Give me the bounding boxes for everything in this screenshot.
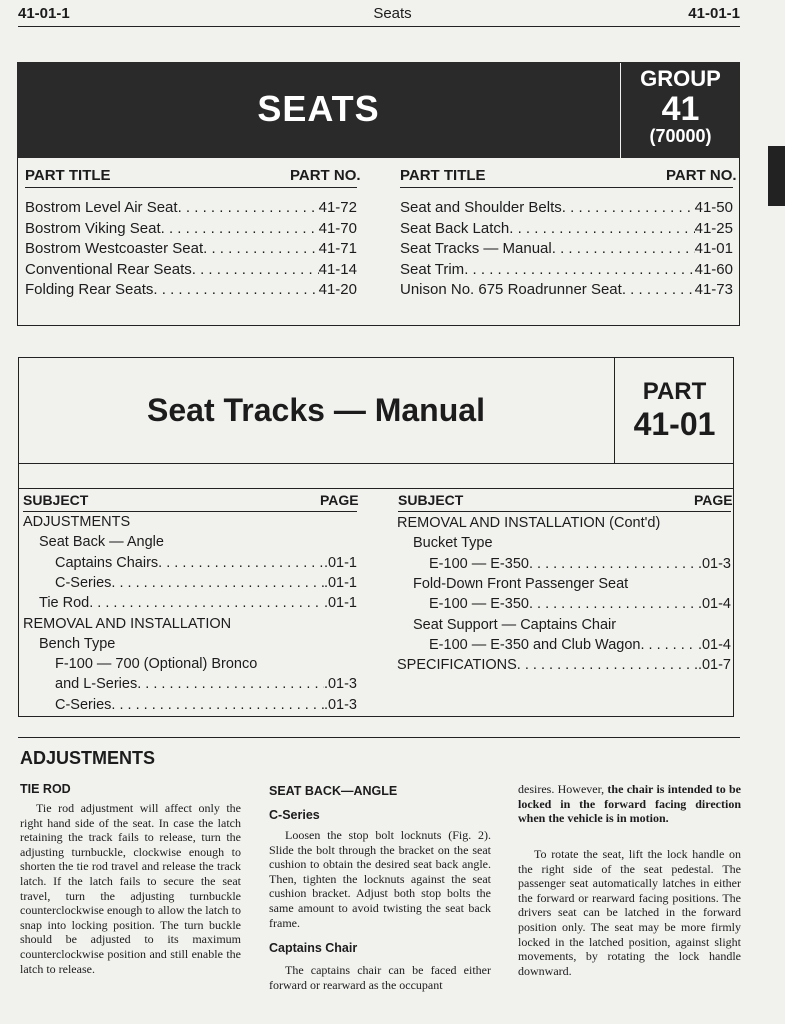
col-head-part-title-right: PART TITLE	[400, 167, 486, 184]
part-number-text: 41-01	[694, 240, 733, 257]
part-title-text: Seat Tracks — Manual	[400, 240, 552, 257]
part-number-text: 41-20	[318, 281, 357, 298]
dot-leader	[509, 220, 694, 237]
contents-page-text: .01-7	[697, 657, 731, 674]
dot-leader	[153, 281, 318, 298]
contents-subject-text: ADJUSTMENTS	[23, 514, 131, 530]
part-index-entry	[25, 281, 357, 298]
contents-page-text: .01-4	[697, 636, 731, 653]
captains-chair-paragraph	[269, 963, 491, 992]
contents-subject-text: E-100 — E-350	[429, 596, 529, 613]
contents-entry	[413, 576, 628, 592]
contents-subject-text: Tie Rod	[39, 595, 90, 612]
contents-entry	[397, 515, 660, 531]
dot-leader	[111, 575, 324, 591]
contents-page-text: .01-1	[323, 595, 357, 612]
contents-page-text: .01-1	[323, 574, 357, 591]
group-badge-number: 41	[661, 90, 700, 128]
contents-entry	[55, 656, 257, 672]
contents-entry	[55, 697, 357, 713]
part-title-text: Seat Trim	[400, 260, 465, 278]
contents-subject-text: Seat Support — Captains Chair	[413, 616, 617, 633]
contents-subject-text: and L-Series	[55, 676, 138, 693]
group-title: SEATS	[257, 88, 380, 129]
part-number-text: 41-60	[694, 260, 733, 278]
contents-entry	[23, 616, 231, 632]
contents-subject-text: REMOVAL AND INSTALLATION (Cont'd)	[397, 515, 661, 531]
contents-entry	[39, 534, 164, 550]
contents-subject-text: Bench Type	[39, 635, 116, 652]
dot-leader	[552, 240, 695, 257]
toc-head-page-right: PAGE	[694, 492, 733, 508]
contents-subject-text: Bucket Type	[413, 535, 493, 552]
c-series-subheading: C-Series	[269, 808, 320, 822]
contents-page-text: .01-3	[697, 555, 731, 572]
col-head-part-no-right: PART NO.	[666, 167, 737, 184]
part-number-text: 41-72	[318, 199, 357, 216]
group-badge-code: (70000)	[649, 126, 712, 146]
dot-leader	[178, 199, 319, 216]
part-title-text: Bostrom Viking Seat	[25, 219, 161, 237]
part-title-text: Unison No. 675 Roadrunner Seat	[400, 281, 622, 298]
contents-subject-text: C-Series	[55, 696, 112, 713]
part-title-text: Bostrom Level Air Seat	[25, 199, 178, 216]
contents-entry	[413, 535, 493, 551]
part-index-entry	[400, 199, 733, 216]
header-rule	[18, 26, 740, 27]
part-index-entry	[25, 240, 357, 257]
part-label: PART	[642, 378, 707, 405]
dot-leader	[203, 240, 319, 257]
col-head-part-title-left: PART TITLE	[25, 167, 111, 184]
page-number-right: 41-01-1	[688, 5, 740, 22]
contents-entry	[55, 575, 357, 591]
contents-entry	[55, 555, 357, 571]
continued-text: desires. However,	[518, 782, 605, 796]
dot-leader	[529, 596, 698, 612]
contents-subject-text: C-Series	[55, 574, 112, 591]
part-number-text: 41-25	[694, 219, 733, 237]
contents-subject-text: Fold-Down Front Passenger Seat	[413, 575, 629, 592]
contents-subject-text: Seat Back — Angle	[39, 534, 164, 551]
section-title: ADJUSTMENTS	[20, 748, 156, 768]
contents-page-text: .01-3	[323, 676, 357, 693]
captains-chair-continued	[518, 782, 741, 826]
dot-leader	[640, 637, 697, 653]
group-badge	[621, 62, 740, 158]
dot-leader	[111, 697, 324, 713]
dot-leader	[137, 676, 324, 692]
contents-entry	[429, 556, 731, 572]
tie-rod-heading: TIE ROD	[20, 782, 71, 796]
dot-leader	[89, 595, 324, 611]
dot-leader	[464, 261, 694, 278]
section-rule	[18, 737, 740, 738]
contents-subject-text: F-100 — 700 (Optional) Bronco	[55, 656, 258, 673]
part-number-text: 41-50	[694, 199, 733, 216]
part-number-text: 41-70	[318, 219, 357, 237]
part-number-text: 41-71	[318, 240, 357, 257]
running-header-title: Seats	[373, 5, 412, 22]
dot-leader	[517, 657, 698, 673]
dot-leader	[622, 281, 695, 298]
captains-chair-subheading: Captains Chair	[269, 941, 358, 955]
contents-page-text: .01-1	[323, 554, 357, 571]
col-head-part-no-left: PART NO.	[290, 167, 361, 184]
rotate-seat-paragraph	[518, 847, 741, 978]
contents-entry	[23, 514, 130, 530]
c-series-text: Loosen the stop bolt locknuts (Fig. 2). Slide the bolt through the bracket on the seat cushion to obtain the desired seat back angle. Then, tighten the locknuts against the seat cushion bracket. Adjust both stop bolts the same amount to avoid twisting the seat back frame.	[269, 828, 491, 930]
group-badge-label: GROUP	[640, 66, 721, 91]
dot-leader	[562, 199, 695, 216]
part-index-entry	[25, 220, 357, 237]
rotate-seat-text: To rotate the seat, lift the lock handle on the right side of the seat pedestal. The passenger seat automatically latches in either the forward or rearward facing positions. The drivers seat can be latched in the forward position only. The seat may be more firmly locked in the latched position, against slight movements, by rotating the lock handle downward.	[518, 847, 741, 978]
col-head-rule-left	[25, 187, 357, 188]
contents-subject-text: SPECIFICATIONS	[397, 657, 517, 674]
contents-entry	[429, 637, 731, 653]
forward-lock-warning: the chair is intended to be locked in the forward facing direction when the vehicle is in motion.	[518, 782, 742, 826]
toc-head-subject-right: SUBJECT	[398, 492, 464, 508]
contents-page-text: .01-4	[697, 596, 731, 613]
part-number: 41-01	[633, 406, 716, 442]
part-number-text: 41-73	[694, 281, 733, 298]
part-title: Seat Tracks — Manual	[147, 392, 485, 428]
contents-subject-text: E-100 — E-350	[429, 555, 529, 572]
contents-subject-text: E-100 — E-350 and Club Wagon	[429, 636, 641, 653]
part-title-text: Seat and Shoulder Belts	[400, 199, 562, 216]
contents-entry	[39, 595, 357, 611]
part-index-entry	[400, 281, 733, 298]
toc-head-rule-left	[23, 511, 357, 512]
contents-page-text: .01-3	[323, 696, 357, 713]
col-head-rule-right	[400, 187, 733, 188]
contents-subject-text: Captains Chairs	[55, 554, 159, 571]
contents-entry	[397, 657, 731, 673]
c-series-paragraph	[269, 828, 491, 930]
toc-head-rule-right	[398, 511, 731, 512]
part-index-entry	[25, 261, 357, 278]
seat-back-angle-heading: SEAT BACK—ANGLE	[269, 784, 398, 798]
part-index-entry	[25, 199, 357, 216]
contents-subject-text: REMOVAL AND INSTALLATION	[23, 615, 232, 632]
part-index-entry	[400, 220, 733, 237]
tie-rod-text: Tie rod adjustment will affect only the right hand side of the seat. In case the latch retaining the track fails to release, turn the adjusting turnbuckle, clockwise enough to shorten the tie rod travel and release the track latch. If the latch fails to secure the seat travel, turn the adjusting turnbuckle counterclockwise enough to allow the latch to snap into locking position. The turn buckle should be adjusted to its maximum counterclockwise position and still enable the latch to release.	[20, 801, 241, 976]
dot-leader	[192, 261, 319, 278]
toc-head-subject-left: SUBJECT	[23, 492, 89, 508]
part-index-entry	[400, 240, 733, 257]
contents-entry	[55, 676, 357, 692]
page-number-left: 41-01-1	[18, 5, 70, 22]
part-title-text: Bostrom Westcoaster Seat	[25, 240, 204, 257]
dot-leader	[158, 555, 324, 571]
thumb-tab-marker	[768, 146, 785, 206]
part-box-rule-2	[18, 488, 734, 489]
part-number-text: 41-14	[318, 260, 357, 278]
part-index-entry	[400, 261, 733, 278]
captains-chair-text: The captains chair can be faced either forward or rearward as the occupant	[269, 963, 491, 992]
contents-entry	[429, 596, 731, 612]
contents-entry	[39, 636, 115, 652]
tie-rod-paragraph	[20, 801, 241, 976]
toc-head-page-left: PAGE	[320, 492, 359, 508]
dot-leader	[529, 556, 698, 572]
part-box-rule-1	[18, 463, 734, 464]
part-title-text: Seat Back Latch	[400, 219, 510, 237]
dot-leader	[161, 220, 319, 237]
part-title-text: Folding Rear Seats	[25, 281, 154, 298]
contents-entry	[413, 617, 616, 633]
part-title-text: Conventional Rear Seats	[25, 260, 192, 278]
